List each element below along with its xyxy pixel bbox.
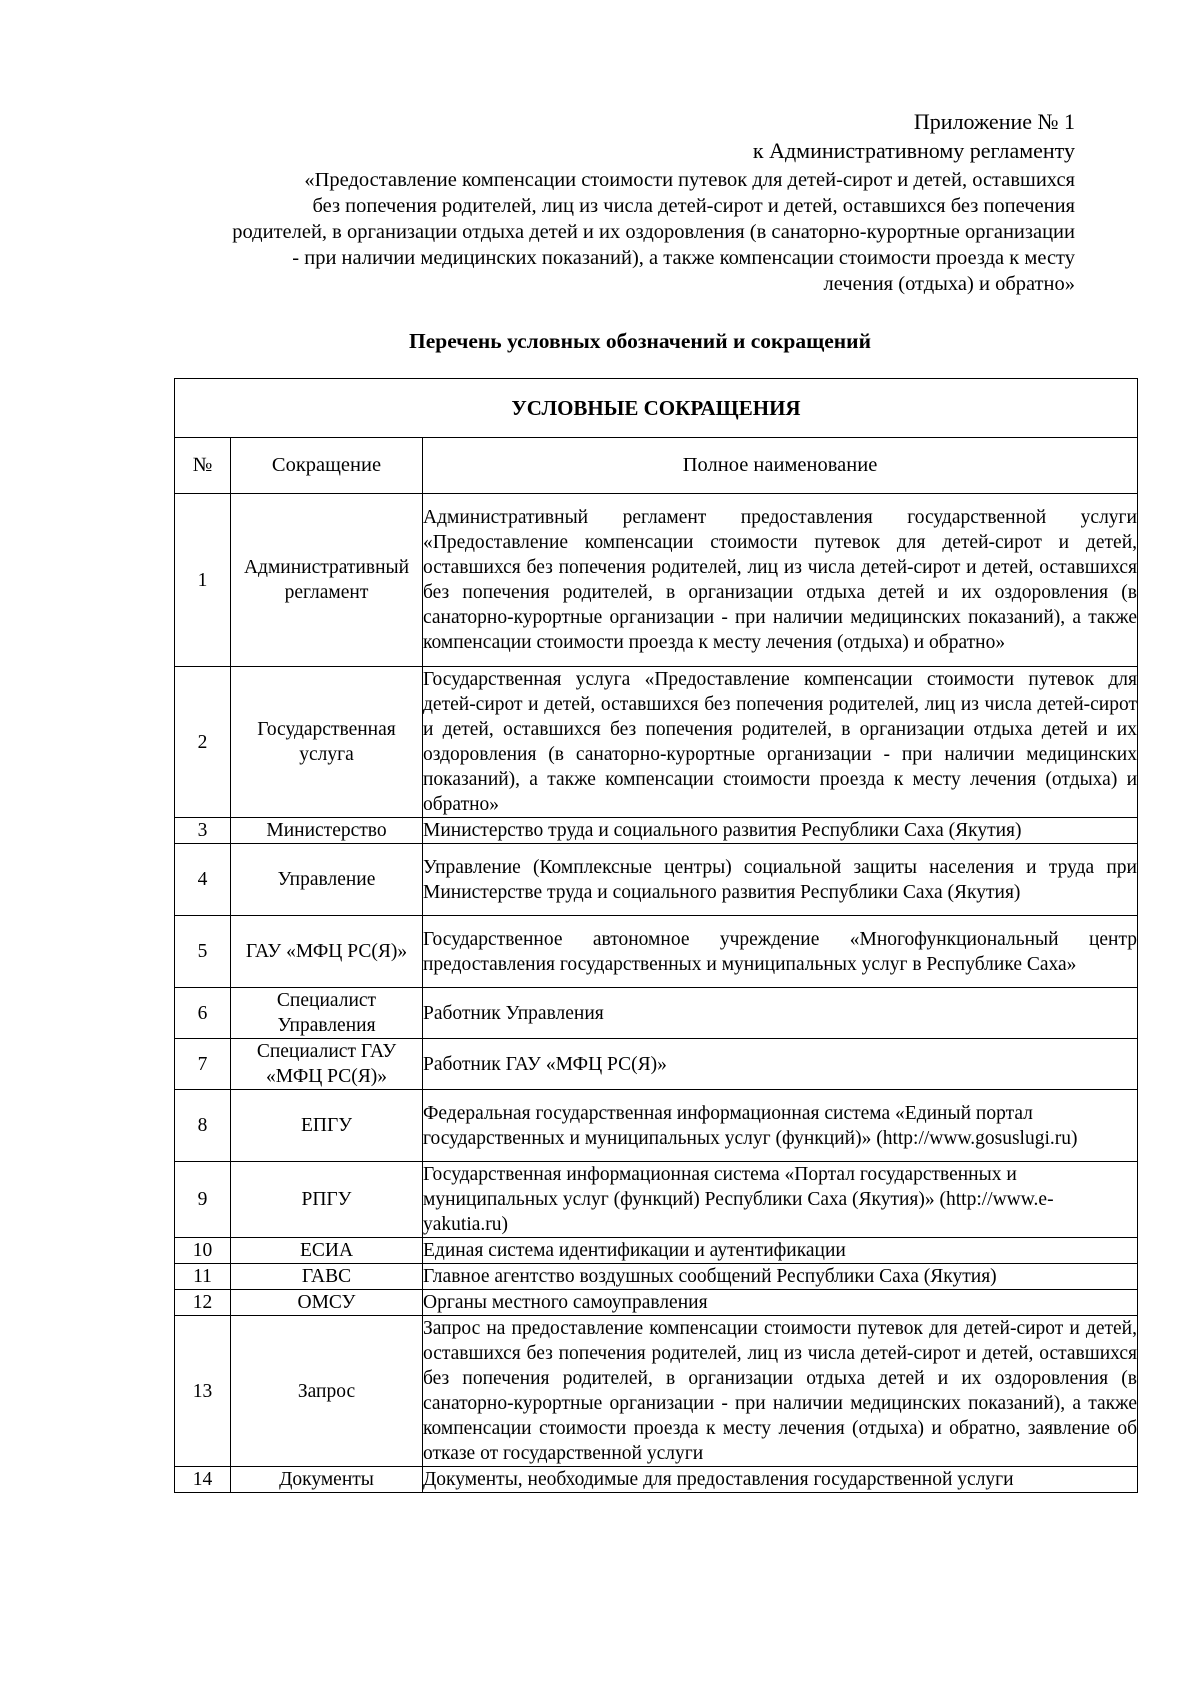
column-header-abbreviation: Сокращение [231, 438, 423, 494]
row-number: 12 [175, 1290, 231, 1316]
table-row [175, 1162, 1138, 1238]
regulation-name-line: - при наличии медицинских показаний), а также компенсации стоимости проезда к месту [292, 247, 1075, 269]
row-number: 3 [175, 818, 231, 844]
table-row [175, 1238, 1138, 1264]
table-row [175, 1467, 1138, 1493]
table-row [175, 494, 1138, 667]
row-full-name: Государственная услуга «Предоставление компенсации стоимости путевок для детей-сирот и детей, оставшихся без попечения родителей, лиц из числа детей-сирот и детей, оставшихся без попечения родителей, в организации отдыха детей и их оздоровления (в санаторно-курортные организации - при наличии медицинских показаний), а также компенсации стоимости проезда к месту лечения (отдыха) и обратно» [423, 667, 1138, 818]
row-full-name: Государственное автономное учреждение «Многофункциональный центр предоставления государственных и муниципальных услуг в Республике Саха» [423, 916, 1138, 988]
table-row [175, 1090, 1138, 1162]
row-full-name: Федеральная государственная информационная система «Единый портал государственных и муниципальных услуг (функций)» (http://www.gosuslugi.ru) [423, 1090, 1138, 1162]
row-full-name: Работник Управления [423, 988, 1138, 1039]
table-row [175, 916, 1138, 988]
row-abbreviation: Управление [231, 844, 423, 916]
table-row [175, 1264, 1138, 1290]
appendix-to-regulation: к Административному регламенту [752, 138, 1075, 163]
row-abbreviation: Административный регламент [231, 494, 423, 667]
row-number: 2 [175, 667, 231, 818]
regulation-name-line: лечения (отдыха) и обратно» [823, 273, 1075, 295]
row-number: 1 [175, 494, 231, 667]
row-number: 5 [175, 916, 231, 988]
row-abbreviation: Министерство [231, 818, 423, 844]
row-full-name: Министерство труда и социального развития Республики Саха (Якутия) [423, 818, 1138, 844]
column-header-number: № [175, 438, 231, 494]
row-abbreviation: РПГУ [231, 1162, 423, 1238]
appendix-header [115, 107, 1075, 297]
row-number: 13 [175, 1316, 231, 1467]
row-full-name: Главное агентство воздушных сообщений Республики Саха (Якутия) [423, 1264, 1138, 1290]
row-abbreviation: ГАВС [231, 1264, 423, 1290]
row-abbreviation: Специалист Управления [231, 988, 423, 1039]
row-abbreviation: Специалист ГАУ «МФЦ РС(Я)» [231, 1039, 423, 1090]
row-abbreviation: Документы [231, 1467, 423, 1493]
row-number: 14 [175, 1467, 231, 1493]
row-number: 9 [175, 1162, 231, 1238]
table-body [175, 494, 1138, 1493]
row-number: 7 [175, 1039, 231, 1090]
row-number: 10 [175, 1238, 231, 1264]
row-full-name: Запрос на предоставление компенсации стоимости путевок для детей-сирот и детей, оставшихся без попечения родителей, лиц из числа детей-сирот и детей, оставшихся без попечения родителей, в организации отдыха детей и их оздоровления (в санаторно-курортные организации - при наличии медицинских показаний), а также компенсации стоимости проезда к месту лечения (отдыха) и обратно, заявление об отказе от государственной услуги [423, 1316, 1138, 1467]
table-row [175, 1290, 1138, 1316]
column-header-full-name: Полное наименование [423, 438, 1138, 494]
row-full-name: Административный регламент предоставления государственной услуги «Предоставление компенсации стоимости путевок для детей-сирот и детей, оставшихся без попечения родителей, лиц из числа детей-сирот и детей, оставшихся без попечения родителей, в организации отдыха детей и их оздоровления (в санаторно-курортные организации - при наличии медицинских показаний), а также компенсации стоимости проезда к месту лечения (отдыха) и обратно» [423, 494, 1138, 667]
abbreviations-table [174, 378, 1138, 1493]
row-number: 8 [175, 1090, 231, 1162]
row-full-name: Органы местного самоуправления [423, 1290, 1138, 1316]
row-number: 4 [175, 844, 231, 916]
table-row [175, 818, 1138, 844]
row-abbreviation: ЕПГУ [231, 1090, 423, 1162]
row-abbreviation: ЕСИА [231, 1238, 423, 1264]
table-caption-row [175, 379, 1138, 438]
row-full-name: Управление (Комплексные центры) социальной защиты населения и труда при Министерстве труда и социального развития Республики Саха (Якутия) [423, 844, 1138, 916]
table-row [175, 844, 1138, 916]
row-abbreviation: ОМСУ [231, 1290, 423, 1316]
row-full-name: Единая система идентификации и аутентификации [423, 1238, 1138, 1264]
table-row [175, 1316, 1138, 1467]
table-caption: УСЛОВНЫЕ СОКРАЩЕНИЯ [175, 379, 1138, 438]
table-row [175, 988, 1138, 1039]
row-full-name: Работник ГАУ «МФЦ РС(Я)» [423, 1039, 1138, 1090]
row-abbreviation: Запрос [231, 1316, 423, 1467]
table-header-row [175, 438, 1138, 494]
row-full-name: Государственная информационная система «Портал государственных и муниципальных услуг (функций) Республики Саха (Якутия)» (http://www.e-yakutia.ru) [423, 1162, 1138, 1238]
regulation-name [115, 167, 1075, 297]
table-row [175, 667, 1138, 818]
row-full-name: Документы, необходимые для предоставления государственной услуги [423, 1467, 1138, 1493]
regulation-name-line: «Предоставление компенсации стоимости путевок для детей-сирот и детей, оставшихся [304, 169, 1075, 191]
row-abbreviation: Государственная услуга [231, 667, 423, 818]
appendix-number: Приложение № 1 [913, 109, 1075, 134]
row-number: 11 [175, 1264, 231, 1290]
regulation-name-line: без попечения родителей, лиц из числа детей-сирот и детей, оставшихся без попечения [312, 195, 1075, 217]
regulation-name-line: родителей, в организации отдыха детей и их оздоровления (в санаторно-курортные организации [232, 221, 1075, 243]
table-row [175, 1039, 1138, 1090]
page-title: Перечень условных обозначений и сокращений [409, 329, 871, 353]
row-number: 6 [175, 988, 231, 1039]
row-abbreviation: ГАУ «МФЦ РС(Я)» [231, 916, 423, 988]
